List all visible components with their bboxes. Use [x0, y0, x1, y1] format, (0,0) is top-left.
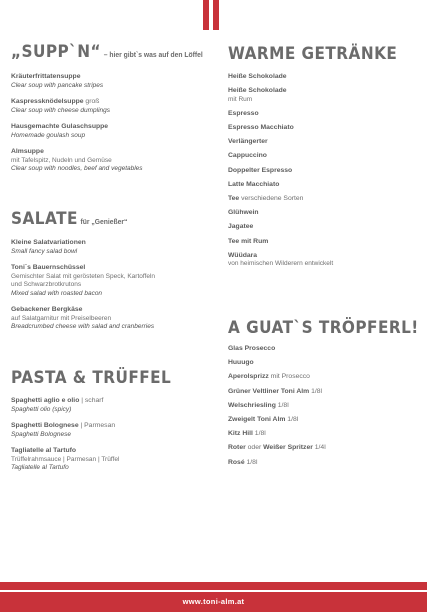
menu-item: Heiße Schokolade — [228, 73, 287, 80]
menu-item: Toni`s Bauernschüssel Gemischter Salat mit gerösteten Speck, Kartoffeln und Schwarzbrotkrutons Mixed salad with roasted bacon — [11, 264, 156, 297]
salads-heading — [11, 209, 127, 229]
menu-item: Espresso Macchiato — [228, 124, 294, 132]
drinks-list — [228, 345, 326, 473]
menu-item: Kaspressknödelsuppe groß Clear soup with cheese dumplings — [11, 98, 110, 114]
top-ribbon-decoration — [203, 0, 221, 30]
menu-item: Espresso — [228, 109, 259, 117]
menu-item: Aperolsprizz mit Prosecco — [228, 373, 310, 381]
warm-drinks-heading — [228, 44, 397, 64]
footer-stripe-top — [0, 582, 427, 590]
menu-item: Tagliatelle al Tartufo Trüffelrahmsauce | Parmesan | Trüffel Tagliatelle al Tartufo — [11, 447, 120, 471]
menu-item: Heiße Schokolade mit Rum — [228, 87, 287, 103]
menu-item: Wüüdara von heimischen Wilderern entwickelt — [228, 251, 334, 268]
menu-item: Rosé 1/8l — [228, 458, 258, 466]
menu-item: Hausgemachte Gulaschsuppe Homemade goulash soup — [11, 123, 109, 139]
ribbon-stripe-left — [203, 0, 209, 30]
menu-item: Huuugo — [228, 359, 254, 367]
drinks-title: A GUAT`S TRÖPFERL! — [228, 318, 419, 338]
menu-item: Gebackener Bergkäse auf Salatgarnitur mit Preiselbeeren Breadcrumbed cheese with salad and cranberries — [11, 306, 155, 330]
pasta-title: PASTA & TRÜFFEL — [11, 368, 172, 388]
salads-title: SALATE — [11, 209, 78, 229]
menu-item: Welschriesling 1/8l — [228, 401, 289, 409]
ribbon-stripe-right — [213, 0, 219, 30]
menu-item: Tee mit Rum — [228, 237, 269, 245]
warm-drinks-list — [228, 73, 333, 274]
menu-item: Kleine Salatvariationen Small fancy salad bowl — [11, 239, 86, 255]
footer-website-link[interactable]: www.toni-alm.at — [182, 597, 245, 606]
soups-subtitle: – hier gibt`s was auf den Löffel — [103, 50, 203, 59]
menu-item: Kitz Hill 1/8l — [228, 430, 266, 438]
menu-item: Spaghetti aglio e olio | scharf Spaghetti olio (spicy) — [11, 397, 104, 413]
menu-item: Spaghetti Bolognese | Parmesan Spaghetti Bolognese — [11, 422, 116, 438]
menu-item: Glühwein — [228, 209, 259, 217]
menu-item: Glas Prosecco — [228, 345, 276, 352]
soups-list — [11, 73, 143, 182]
pasta-heading — [11, 368, 171, 388]
warm-drinks-title: WARME GETRÄNKE — [228, 44, 398, 64]
salads-subtitle: für „Genießer“ — [80, 217, 128, 226]
drinks-heading — [228, 318, 419, 338]
pasta-list — [11, 397, 119, 481]
menu-item: Cappuccino — [228, 152, 267, 160]
menu-item: Kräuterfrittatensuppe Clear soup with pancake stripes — [11, 73, 104, 89]
menu-item: Zweigelt Toni Alm 1/8l — [228, 415, 299, 423]
menu-item: Roter oder Weißer Spritzer 1/4l — [228, 444, 326, 452]
salads-list — [11, 239, 155, 340]
menu-item: Grüner Veltliner Toni Alm 1/8l — [228, 387, 323, 395]
menu-item: Latte Macchiato — [228, 180, 280, 188]
menu-item: Almsuppe mit Tafelspitz, Nudeln und Gemüse Clear soup with noodles, beef and vegetables — [11, 148, 143, 172]
menu-item: Doppelter Espresso — [228, 166, 293, 174]
menu-item: Jagatee — [228, 223, 254, 231]
soups-heading — [11, 42, 203, 62]
menu-item: Tee verschiedene Sorten — [228, 195, 304, 202]
soups-title: „SUPP`N“ — [11, 42, 102, 62]
menu-item: Verlängerter — [228, 138, 268, 146]
